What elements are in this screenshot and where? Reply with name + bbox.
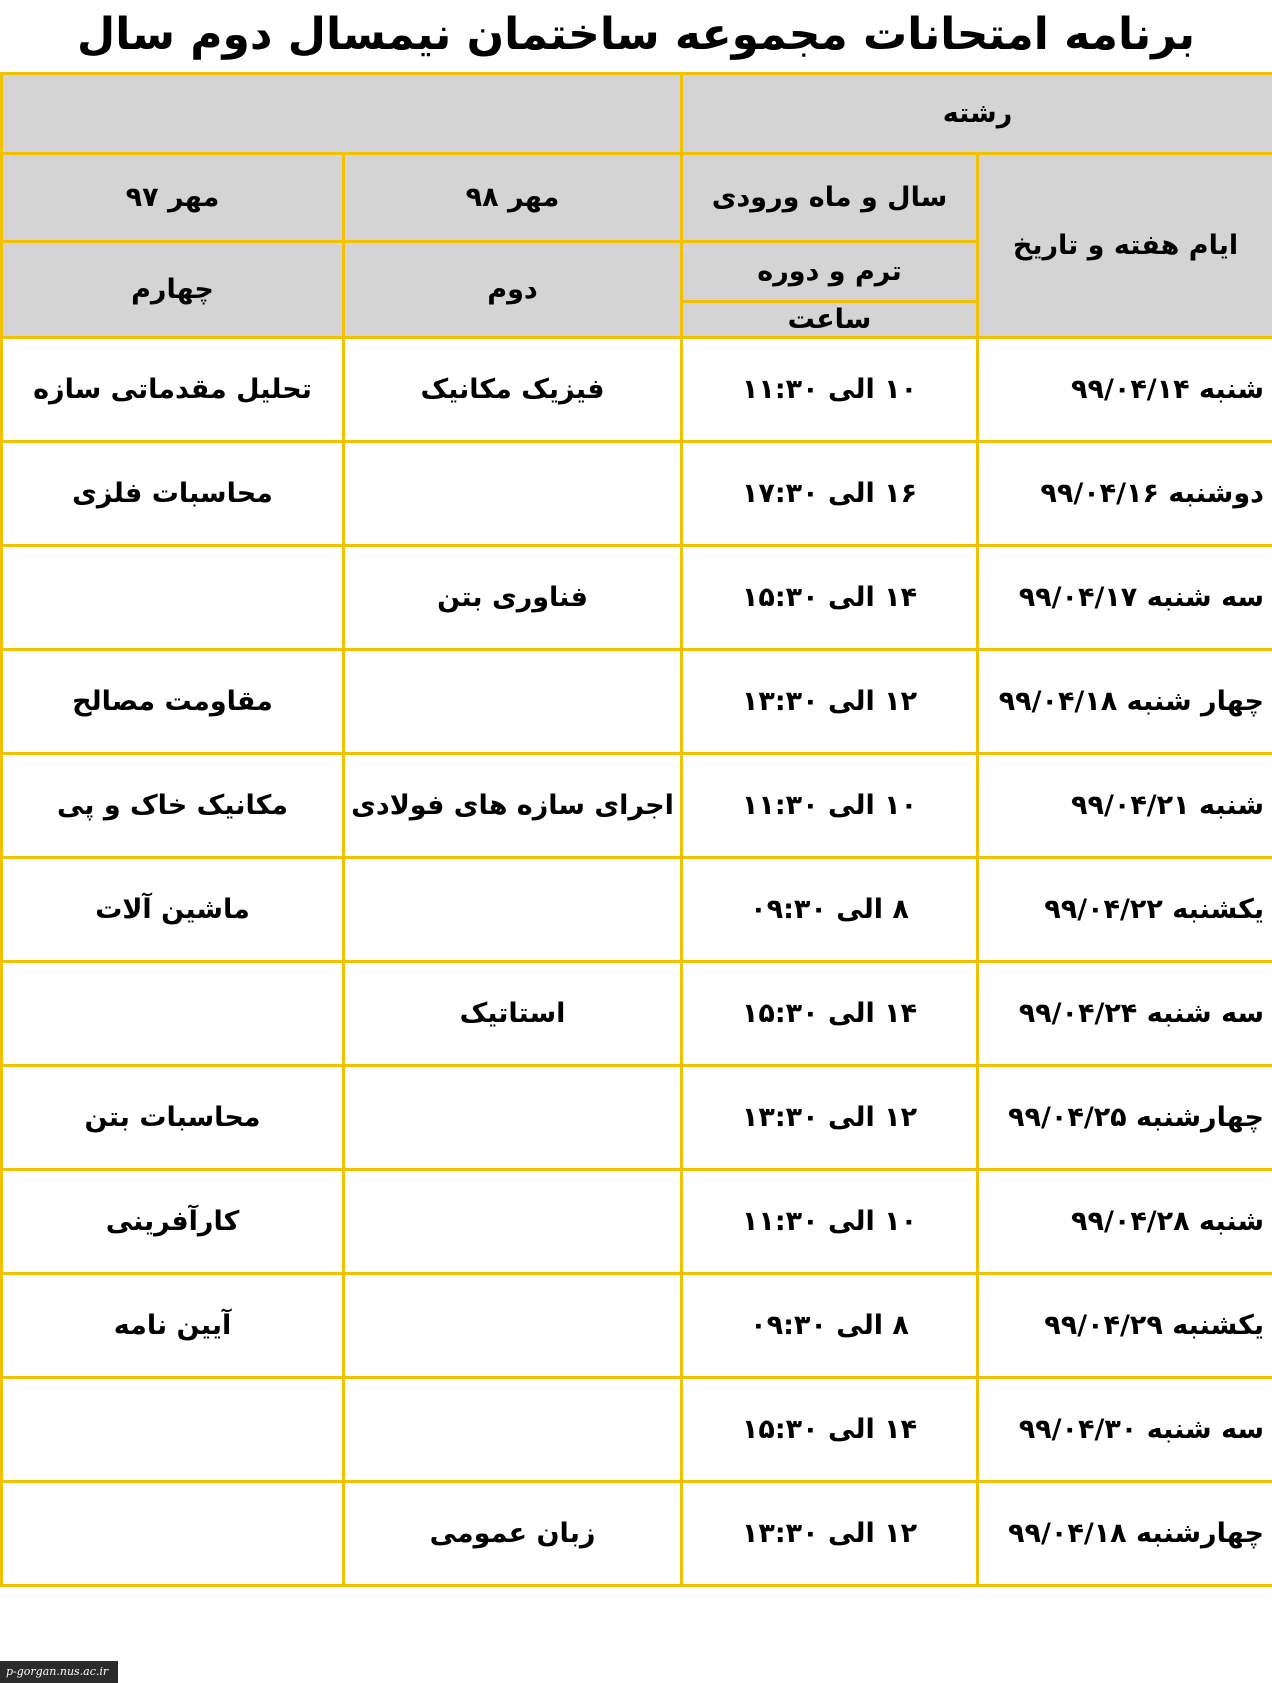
term-header: ترم و دوره (682, 242, 978, 302)
time-cell: ۱۲ الی ۱۳:۳۰ (682, 1482, 978, 1586)
time-cell: ۸ الی ۰۹:۳۰ (682, 858, 978, 962)
time-cell: ۱۲ الی ۱۳:۳۰ (682, 1066, 978, 1170)
date-cell: شنبه ۹۹/۰۴/۲۸ (978, 1170, 1272, 1274)
col2-course-cell: محاسبات بتن (2, 1066, 344, 1170)
col1-course-cell: فیزیک مکانیک (344, 338, 682, 442)
col2-course-cell: تحلیل مقدماتی سازه (2, 338, 344, 442)
col2-course-cell (2, 546, 344, 650)
date-cell: چهار شنبه ۹۹/۰۴/۱۸ (978, 650, 1272, 754)
table-row (2, 1378, 1272, 1482)
table-row (2, 1274, 1272, 1378)
table-row (2, 1482, 1272, 1586)
col1-term-header: دوم (344, 242, 682, 338)
date-cell: یکشنبه ۹۹/۰۴/۲۹ (978, 1274, 1272, 1378)
col1-course-cell (344, 1066, 682, 1170)
date-cell: سه شنبه ۹۹/۰۴/۱۷ (978, 546, 1272, 650)
date-cell: سه شنبه ۹۹/۰۴/۳۰ (978, 1378, 1272, 1482)
col2-course-cell (2, 1482, 344, 1586)
table-row (2, 962, 1272, 1066)
exam-schedule-table (0, 72, 1272, 1587)
date-cell: دوشنبه ۹۹/۰۴/۱۶ (978, 442, 1272, 546)
time-cell: ۱۰ الی ۱۱:۳۰ (682, 754, 978, 858)
col2-course-cell: محاسبات فلزی (2, 442, 344, 546)
col1-course-cell (344, 1170, 682, 1274)
site-watermark: p-gorgan.nus.ac.ir (0, 1661, 118, 1683)
time-header: ساعت (682, 302, 978, 338)
col2-course-cell (2, 962, 344, 1066)
col2-course-cell: مقاومت مصالح (2, 650, 344, 754)
date-cell: چهارشنبه ۹۹/۰۴/۲۵ (978, 1066, 1272, 1170)
col1-course-cell (344, 1274, 682, 1378)
table-row (2, 1066, 1272, 1170)
date-cell: سه شنبه ۹۹/۰۴/۲۴ (978, 962, 1272, 1066)
table-row (2, 338, 1272, 442)
page-title: برنامه امتحانات مجموعه ساختمان نیمسال دوم سال (77, 9, 1195, 60)
table-row (2, 858, 1272, 962)
col1-entry-header: مهر ۹۸ (344, 154, 682, 242)
date-cell: چهارشنبه ۹۹/۰۴/۱۸ (978, 1482, 1272, 1586)
table-row (2, 442, 1272, 546)
time-cell: ۱۶ الی ۱۷:۳۰ (682, 442, 978, 546)
table-row (2, 546, 1272, 650)
col2-course-cell: ماشین آلات (2, 858, 344, 962)
col1-course-cell: اجرای سازه های فولادی (344, 754, 682, 858)
time-cell: ۱۰ الی ۱۱:۳۰ (682, 338, 978, 442)
date-cell: یکشنبه ۹۹/۰۴/۲۲ (978, 858, 1272, 962)
col2-entry-header: مهر ۹۷ (2, 154, 344, 242)
col1-course-cell (344, 858, 682, 962)
time-cell: ۱۰ الی ۱۱:۳۰ (682, 1170, 978, 1274)
time-cell: ۱۴ الی ۱۵:۳۰ (682, 1378, 978, 1482)
col2-course-cell: کارآفرینی (2, 1170, 344, 1274)
time-cell: ۱۲ الی ۱۳:۳۰ (682, 650, 978, 754)
time-cell: ۱۴ الی ۱۵:۳۰ (682, 546, 978, 650)
col1-course-cell: زبان عمومی (344, 1482, 682, 1586)
col1-course-cell (344, 1378, 682, 1482)
col2-term-header: چهارم (2, 242, 344, 338)
field-label-cell: رشته (682, 74, 1272, 154)
days-date-header: ایام هفته و تاریخ (978, 154, 1272, 338)
header-row-field (2, 74, 1272, 154)
field-value-cell (2, 74, 682, 154)
table-row (2, 650, 1272, 754)
col1-course-cell (344, 650, 682, 754)
time-cell: ۱۴ الی ۱۵:۳۰ (682, 962, 978, 1066)
col2-course-cell: آیین نامه (2, 1274, 344, 1378)
col2-course-cell (2, 1378, 344, 1482)
col1-course-cell (344, 442, 682, 546)
date-cell: شنبه ۹۹/۰۴/۲۱ (978, 754, 1272, 858)
table-row (2, 1170, 1272, 1274)
table-row (2, 754, 1272, 858)
col1-course-cell: فناوری بتن (344, 546, 682, 650)
entry-year-header: سال و ماه ورودی (682, 154, 978, 242)
col1-course-cell: استاتیک (344, 962, 682, 1066)
time-cell: ۸ الی ۰۹:۳۰ (682, 1274, 978, 1378)
header-row-entry (2, 154, 1272, 242)
col2-course-cell: مکانیک خاک و پی (2, 754, 344, 858)
schedule-body (2, 338, 1272, 1586)
date-cell: شنبه ۹۹/۰۴/۱۴ (978, 338, 1272, 442)
